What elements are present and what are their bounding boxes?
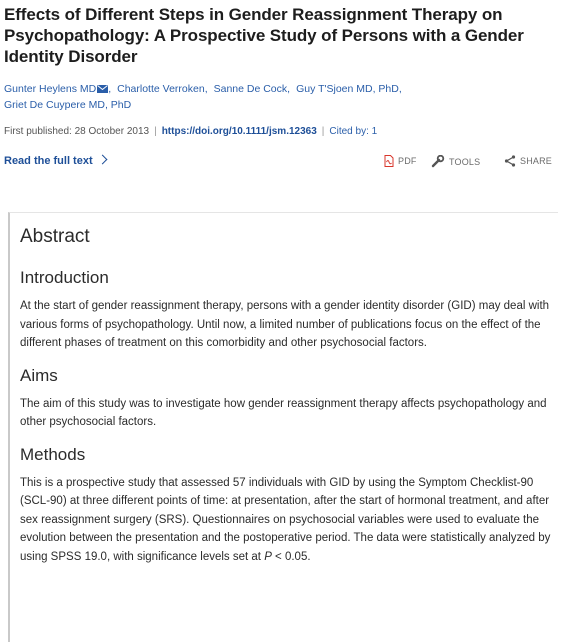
share-label: SHARE (520, 156, 553, 166)
first-published-date: 28 October 2013 (74, 126, 150, 137)
author-link[interactable]: Griet De Cuypere MD, PhD (4, 99, 132, 111)
tools-label: TOOLS (449, 156, 481, 167)
author-link[interactable]: Charlotte Verroken (117, 83, 205, 95)
author-link[interactable]: Sanne De Cock (213, 83, 288, 95)
abstract-heading: Abstract (20, 226, 90, 247)
read-full-text-link[interactable] (4, 155, 106, 167)
share-button[interactable] (504, 155, 552, 167)
article-title: Effects of Different Steps in Gender Reassignment Therapy on Psychopathology: A Prospective Study of Persons with a Gender Identity Disorder (4, 5, 524, 66)
cited-by-link[interactable]: Cited by: 1 (329, 126, 378, 137)
read-full-text-label: Read the full text (4, 155, 93, 167)
publication-info: First published: 28 October 2013 | https://doi.org/10.1111/jsm.12363 | Cited by: 1 (4, 126, 378, 137)
aims-heading: Aims (20, 365, 58, 385)
share-icon (504, 155, 516, 167)
methods-heading: Methods (20, 444, 86, 464)
envelope-icon[interactable] (97, 85, 108, 93)
tools-button[interactable] (431, 155, 480, 168)
pdf-button[interactable] (384, 155, 417, 167)
chevron-right-icon (97, 155, 107, 165)
author-link[interactable]: Guy T'Sjoen MD, PhD (296, 83, 399, 95)
methods-text (20, 474, 552, 567)
author-list: Gunter Heylens MD , Charlotte Verroken, Sanne De Cock, Guy T'Sjoen MD, PhD, Griet De Cuypere MD, PhD (4, 83, 402, 111)
article-header (0, 0, 561, 171)
pdf-icon (384, 155, 394, 167)
pdf-label: PDF (398, 156, 417, 166)
action-row (4, 153, 557, 171)
p-value-symbol: P (264, 550, 272, 563)
introduction-heading: Introduction (20, 268, 109, 287)
abstract-section (8, 212, 558, 642)
author-link[interactable]: Gunter Heylens MD (4, 83, 97, 95)
methods-text-end: < 0.05. (271, 550, 311, 563)
first-published-label: First published: (4, 126, 72, 137)
aims-text: The aim of this study was to investigate how gender reassignment therapy affects psychopathology and other psychosocial factors. (20, 397, 547, 428)
introduction-text: At the start of gender reassignment therapy, persons with a gender identity disorder (GID) may deal with various forms of psychopathology. Until now, a limited number of publications focus on the effect of the different phases of treatment on this comorbidity and other psychosocial factors. (20, 300, 550, 349)
doi-link[interactable]: https://doi.org/10.1111/jsm.12363 (161, 126, 317, 137)
methods-text-main: This is a prospective study that assessed 57 individuals with GID by using the Symptom Checklist-90 (SCL-90) at three different points of time: at presentation, after the start of hormonal treatment, and after sex reassignment surgery (SRS). Questionnaires on psychosocial variables were used to evaluate the evolution between the presentation and the postoperative period. The data were statistically analyzed by using SPSS 19.0, with significance levels set at (20, 476, 551, 563)
wrench-icon (431, 155, 445, 168)
